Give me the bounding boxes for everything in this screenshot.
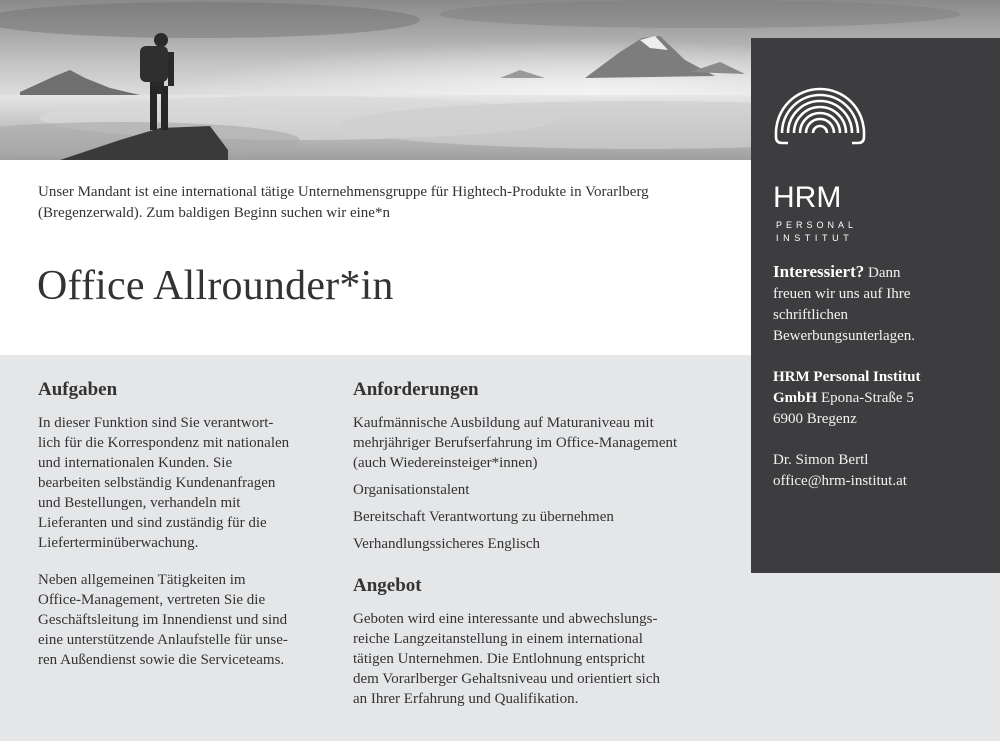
company-name-suffix: GmbH xyxy=(773,390,818,406)
text-line: Office-Management, vertreten Sie die xyxy=(38,592,266,608)
company-street: Epona-Straße 5 xyxy=(817,390,914,406)
logo-text: HRM xyxy=(773,181,842,214)
cta-text-line: Bewerbungsunterlagen. xyxy=(773,328,916,344)
text-line: bearbeiten selbständig Kundenanfragen xyxy=(38,475,276,491)
cta-text-line: freuen wir uns auf Ihre xyxy=(773,286,911,302)
requirement-item: Verhandlungssicheres Englisch xyxy=(353,536,541,552)
contact-name: Dr. Simon Bertl xyxy=(773,452,869,468)
text-line: und internationalen Kunden. Sie xyxy=(38,455,233,471)
text-line: Neben allgemeinen Tätigkeiten im xyxy=(38,572,246,588)
text-line: mehrjähriger Berufserfahrung im Office-Management xyxy=(353,435,678,451)
text-line: Lieferterminüberwachung. xyxy=(38,535,199,551)
logo-subtext-1: PERSONAL xyxy=(776,220,858,230)
hrm-logo xyxy=(773,83,873,243)
requirement-item xyxy=(353,413,733,473)
cta-text-line: schriftlichen xyxy=(773,307,848,323)
text-line: In dieser Funktion sind Sie verantwort- xyxy=(38,415,274,431)
aufgaben-heading: Aufgaben xyxy=(38,379,118,400)
aufgaben-paragraph-2 xyxy=(38,570,338,670)
angebot-paragraph xyxy=(353,609,733,709)
anforderungen-column xyxy=(353,380,733,726)
logo-subtext-2: INSTITUT xyxy=(776,233,854,243)
cta-text-line: Dann xyxy=(864,265,901,281)
contact-sidebar xyxy=(751,38,1000,573)
text-line: ren Außendienst sowie die Serviceteams. xyxy=(38,652,285,668)
requirement-item: Bereitschaft Verantwortung zu übernehmen xyxy=(353,509,614,525)
text-line: lich für die Korrespondenz mit nationalen xyxy=(38,435,290,451)
aufgaben-column xyxy=(38,380,338,687)
text-line: tätigen Unternehmen. Die Entlohnung entspricht xyxy=(353,651,646,667)
cta-bold: Interessiert? xyxy=(773,262,865,281)
text-line: Kaufmännische Ausbildung auf Maturaniveau mit xyxy=(353,415,654,431)
text-line: (auch Wiedereinsteiger*innen) xyxy=(353,455,538,471)
company-address xyxy=(773,367,991,430)
angebot-heading: Angebot xyxy=(353,575,422,596)
text-line: Geboten wird eine interessante und abwechslungs- xyxy=(353,611,658,627)
company-city: 6900 Bregenz xyxy=(773,411,857,427)
contact-info xyxy=(773,450,991,492)
company-name: HRM Personal Institut xyxy=(773,369,921,385)
sidebar-text xyxy=(773,261,991,512)
text-line: dem Vorarlberger Gehaltsniveau und orientiert sich xyxy=(353,671,660,687)
cta-text xyxy=(773,261,991,347)
text-line: eine unterstützende Anlaufstelle für unse- xyxy=(38,632,288,648)
aufgaben-paragraph-1 xyxy=(38,413,338,553)
text-line: und Bestellungen, verhandeln mit xyxy=(38,495,241,511)
text-line: Geschäftsleitung im Innendienst und sind xyxy=(38,612,288,628)
text-line: Lieferanten und sind zuständig für die xyxy=(38,515,267,531)
contact-email[interactable]: office@hrm-institut.at xyxy=(773,473,907,489)
requirement-item: Organisationstalent xyxy=(353,482,470,498)
intro-text: Unser Mandant ist eine international tätige Unternehmensgruppe für Hightech-Produkte in Vorarlberg (Bregenzerwald). Zum baldigen Beginn suchen wir eine*n xyxy=(38,184,649,221)
anforderungen-heading: Anforderungen xyxy=(353,379,479,400)
text-line: reiche Langzeitanstellung in einem international xyxy=(353,631,643,647)
job-title: Office Allrounder*in xyxy=(37,263,394,309)
text-line: an Ihrer Erfahrung und Qualifikation. xyxy=(353,691,579,707)
